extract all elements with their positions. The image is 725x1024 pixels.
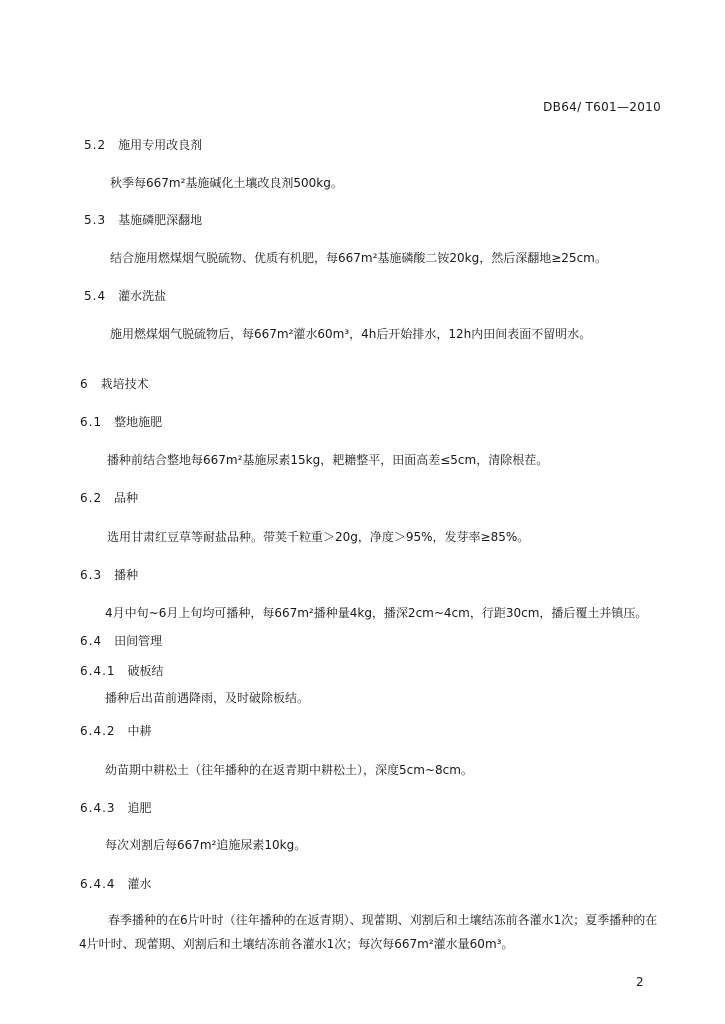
section-heading-6-3: [80, 566, 138, 583]
section-heading-6-2: [80, 489, 138, 506]
section-heading-6-4-1: [80, 662, 164, 679]
section-number: 6.4: [80, 634, 103, 648]
section-heading-6-4-2: [80, 722, 152, 739]
section-heading-6-4-3: [80, 799, 152, 816]
section-title: 栽培技术: [100, 377, 149, 391]
section-title: 破板结: [127, 664, 164, 678]
section-number: 6.3: [80, 568, 103, 582]
section-body-6-4-2: 幼苗期中耕松土（往年播种的在返青期中耕松土），深度5cm~8cm。: [105, 763, 473, 777]
section-body-6-1: 播种前结合整地每667m²基施尿素15kg，耙耱整平，田面高差≤5cm，清除根茬。: [107, 453, 549, 467]
section-number: 6.4.1: [80, 664, 116, 678]
section-title: 追肥: [127, 801, 152, 815]
section-number: 6.2: [80, 491, 103, 505]
section-number: 5.4: [84, 289, 107, 303]
section-heading-5-2: [84, 136, 202, 153]
section-heading-6-4: [80, 632, 162, 649]
section-heading-6: [80, 375, 149, 392]
section-title: 施用专用改良剂: [118, 138, 203, 152]
section-heading-5-3: [84, 211, 202, 228]
section-heading-5-4: [84, 287, 166, 304]
section-number: 5.2: [84, 138, 107, 152]
section-title: 整地施肥: [114, 415, 163, 429]
section-body-6-4-1: 播种后出苗前遇降雨，及时破除板结。: [105, 691, 310, 705]
section-number: 6.1: [80, 415, 103, 429]
section-number: 6: [80, 377, 89, 391]
section-title: 播种: [114, 568, 139, 582]
section-body-6-4-4: 春季播种的在6片叶时（往年播种的在返青期）、现蕾期、刈割后和土壤结冻前各灌水1次；夏季播种的在4片叶时、现蕾期、刈割后和土壤结冻前各灌水1次；每次每667m²灌水量60m³。: [79, 913, 658, 951]
section-number: 6.4.4: [80, 877, 116, 891]
section-title: 中耕: [127, 724, 152, 738]
section-body-5-3: 结合施用燃煤烟气脱硫物、优质有机肥，每667m²基施磷酸二铵20kg，然后深翻地≥25cm。: [110, 251, 607, 265]
section-number: 6.4.3: [80, 801, 116, 815]
section-title: 基施磷肥深翻地: [118, 213, 203, 227]
section-title: 田间管理: [114, 634, 163, 648]
section-number: 6.4.2: [80, 724, 116, 738]
standard-code: DB64/ T601—2010: [543, 100, 661, 114]
section-body-5-2: 秋季每667m²基施碱化土壤改良剂500kg。: [110, 176, 343, 190]
section-body-6-4-3: 每次刈割后每667m²追施尿素10kg。: [105, 838, 307, 852]
section-body-5-4: 施用燃煤烟气脱硫物后，每667m²灌水60m³，4h后开始排水，12h内田间表面不留明水。: [110, 327, 592, 341]
section-body-6-2: 选用甘肃红豆草等耐盐品种。带荚千粒重＞20g，净度＞95%，发芽率≥85%。: [107, 530, 530, 544]
section-title: 灌水洗盐: [118, 289, 167, 303]
section-title: 灌水: [127, 877, 152, 891]
section-heading-6-1: [80, 413, 162, 430]
section-body-6-3: 4月中旬~6月上旬均可播种，每667m²播种量4kg，播深2cm~4cm，行距30cm，播后覆土并镇压。: [105, 606, 648, 620]
section-heading-6-4-4: [80, 875, 152, 892]
page-number: 2: [636, 975, 644, 989]
section-number: 5.3: [84, 213, 107, 227]
section-title: 品种: [114, 491, 139, 505]
